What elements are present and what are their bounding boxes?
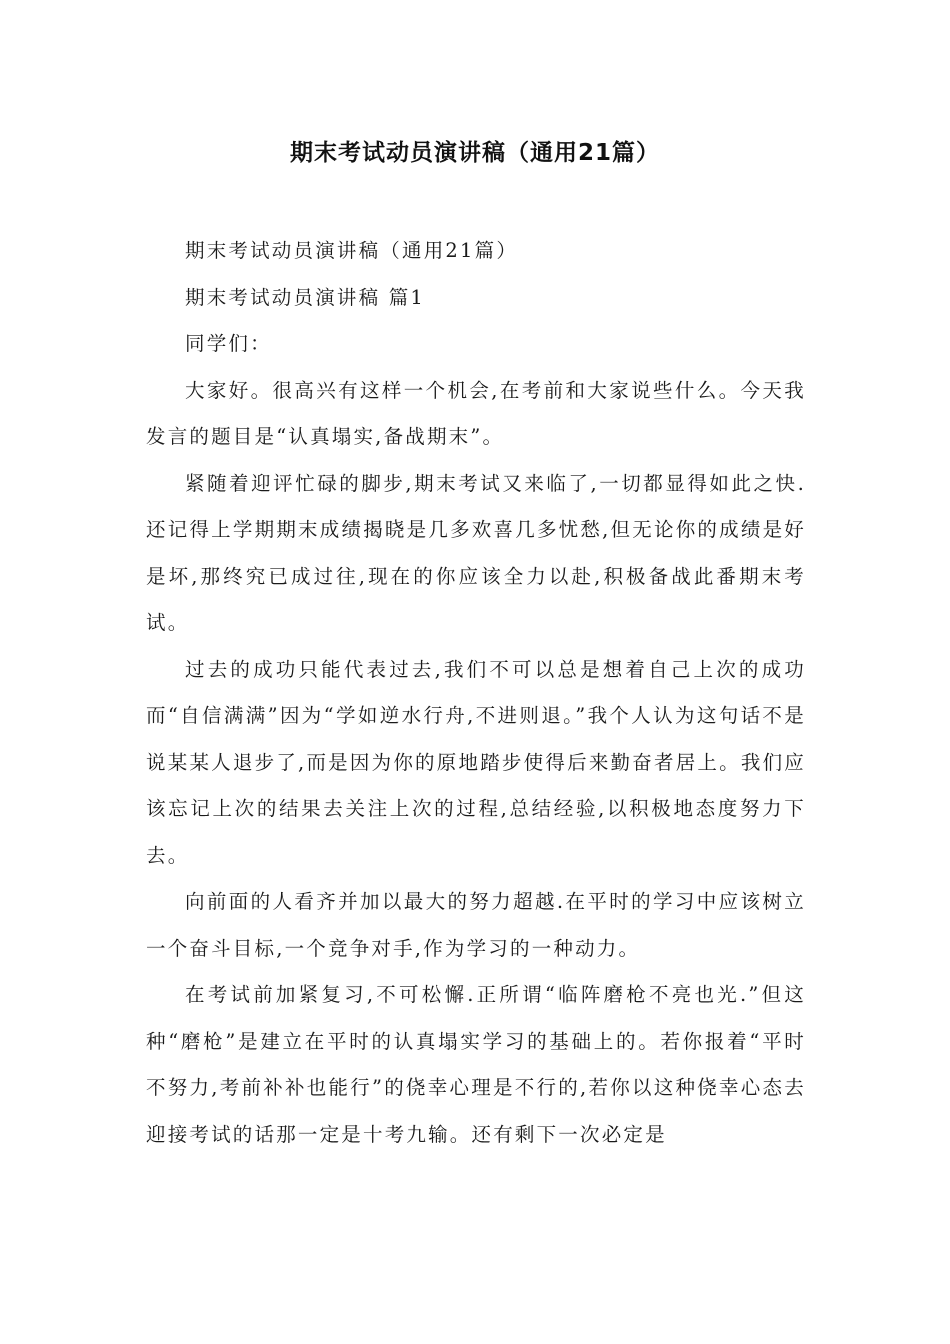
paragraph: 过去的成功只能代表过去,我们不可以总是想着自己上次的成功而“自信满满”因为“学如逆水行舟,不进则退。”我个人认为这句话不是说某某人退步了,而是因为你的原地踏步使得后来勤奋者居上。我们应该忘记上次的结果去关注上次的过程,总结经验,以积极地态度努力下去。 — [146, 657, 806, 867]
paragraph: 在考试前加紧复习,不可松懈.正所谓“临阵磨枪不亮也光.”但这种“磨枪”是建立在平时的认真塌实学习的基础上的。若你报着“平时不努力,考前补补也能行”的侥幸心理是不行的,若你以这种侥幸心态去迎接考试的话那一定是十考九输。还有剩下一次必定是 — [146, 983, 806, 1146]
paragraph: 大家好。很高兴有这样一个机会,在考前和大家说些什么。今天我发言的题目是“认真塌实,备战期末”。 — [146, 378, 806, 448]
paragraph: 向前面的人看齐并加以最大的努力超越.在平时的学习中应该树立一个奋斗目标,一个竞争对手,作为学习的一种动力。 — [146, 890, 806, 960]
paragraph: 紧随着迎评忙碌的脚步,期末考试又来临了,一切都显得如此之快.还记得上学期期末成绩揭晓是几多欢喜几多忧愁,但无论你的成绩是好是坏,那终究已成过往,现在的你应该全力以赴,积极备战此番期末考试。 — [146, 471, 806, 634]
paragraph-heading: 期末考试动员演讲稿（通用21篇） — [185, 239, 519, 262]
paragraph-salutation: 同学们： — [185, 332, 272, 355]
document-title: 期末考试动员演讲稿（通用21篇） — [289, 140, 660, 166]
document-body — [146, 228, 806, 1158]
paragraph-section-title: 期末考试动员演讲稿 篇1 — [185, 285, 426, 309]
